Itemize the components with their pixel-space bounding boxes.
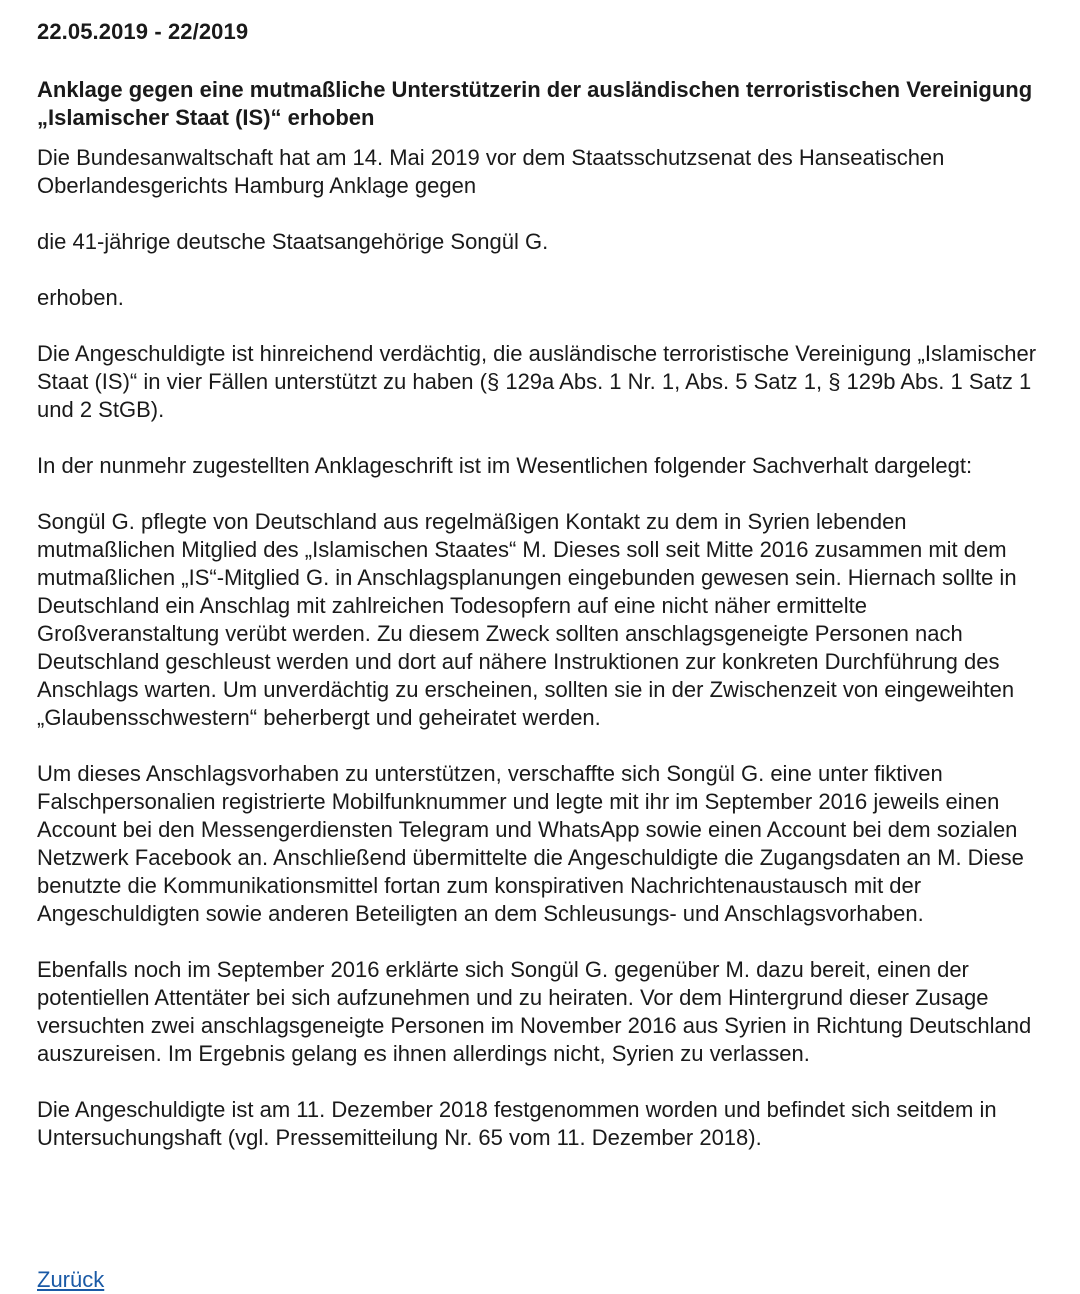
paragraph-indictment-intro: Die Bundesanwaltschaft hat am 14. Mai 2019 vor dem Staatsschutzsenat des Hanseatischen Oberlandesgerichts Hamburg Anklage gegen: [37, 145, 945, 198]
paragraph-attack-plans: Songül G. pflegte von Deutschland aus regelmäßigen Kontakt zu dem in Syrien lebenden mutmaßlichen Mitglied des „Islamischen Staates“ M. Dieses soll seit Mitte 2016 zusammen mit dem mutmaßlichen „IS“-Mitglied G. in Anschlagsplanungen eingebunden gewesen sein. Hiernach sollte in Deutschland ein Anschlag mit zahlreichen Todesopfern auf eine nicht näher ermittelte Großveranstaltung verübt werden. Zu diesem Zweck sollten anschlagsgeneigte Personen nach Deutschland geschleust werden und dort auf nähere Instruktionen zur konkreten Durchführung des Anschlags warten. Um unverdächtig zu erscheinen, sollten sie in der Zwischenzeit von eingeweihten „Glaubensschwestern“ beherbergt und geheiratet werden.: [37, 509, 1017, 730]
date-and-number: 22.05.2019 - 22/2019: [37, 19, 249, 44]
press-release-headline: Anklage gegen eine mutmaßliche Unterstützerin der ausländischen terroristischen Vereinigung „Islamischer Staat (IS)“ erhoben: [37, 77, 1033, 130]
paragraph-facts-intro: In der nunmehr zugestellten Anklageschrift ist im Wesentlichen folgender Sachverhalt dargelegt:: [37, 453, 973, 478]
paragraph-accounts: Um dieses Anschlagsvorhaben zu unterstützen, verschaffte sich Songül G. eine unter fiktiven Falschpersonalien registrierte Mobilfunknummer und legte mit ihr im September 2016 jeweils einen Account bei den Messengerdiensten Telegram und WhatsApp sowie einen Account bei dem sozialen Netzwerk Facebook an. Anschließend übermittelte die Angeschuldigte die Zugangsdaten an M. Diese benutzte die Kommunikationsmittel fortan zum konspirativen Nachrichtenaustausch mit der Angeschuldigten sowie anderen Beteiligten an dem Schleusungs- und Anschlagsvorhaben.: [37, 761, 1024, 926]
paragraph-suspicion: Die Angeschuldigte ist hinreichend verdächtig, die ausländische terroristische Vereinigung „Islamischer Staat (IS)“ in vier Fällen unterstützt zu haben (§ 129a Abs. 1 Nr. 1, Abs. 5 Satz 1, § 129b Abs. 1 Satz 1 und 2 StGB).: [37, 341, 1037, 422]
paragraph-erhoben: erhoben.: [37, 285, 124, 310]
paragraph-defendant: die 41-jährige deutsche Staatsangehörige Songül G.: [37, 229, 549, 254]
back-link[interactable]: Zurück: [37, 1267, 105, 1292]
paragraph-arrest: Die Angeschuldigte ist am 11. Dezember 2018 festgenommen worden und befindet sich seitdem in Untersuchungshaft (vgl. Pressemitteilung Nr. 65 vom 11. Dezember 2018).: [37, 1097, 997, 1150]
press-release: [37, 14, 1047, 1152]
paragraph-marriage-offer: Ebenfalls noch im September 2016 erklärte sich Songül G. gegenüber M. dazu bereit, einen der potentiellen Attentäter bei sich aufzunehmen und zu heiraten. Vor dem Hintergrund dieser Zusage versuchten zwei anschlagsgeneigte Personen im November 2016 aus Syrien in Richtung Deutschland auszureisen. Im Ergebnis gelang es ihnen allerdings nicht, Syrien zu verlassen.: [37, 957, 1032, 1066]
